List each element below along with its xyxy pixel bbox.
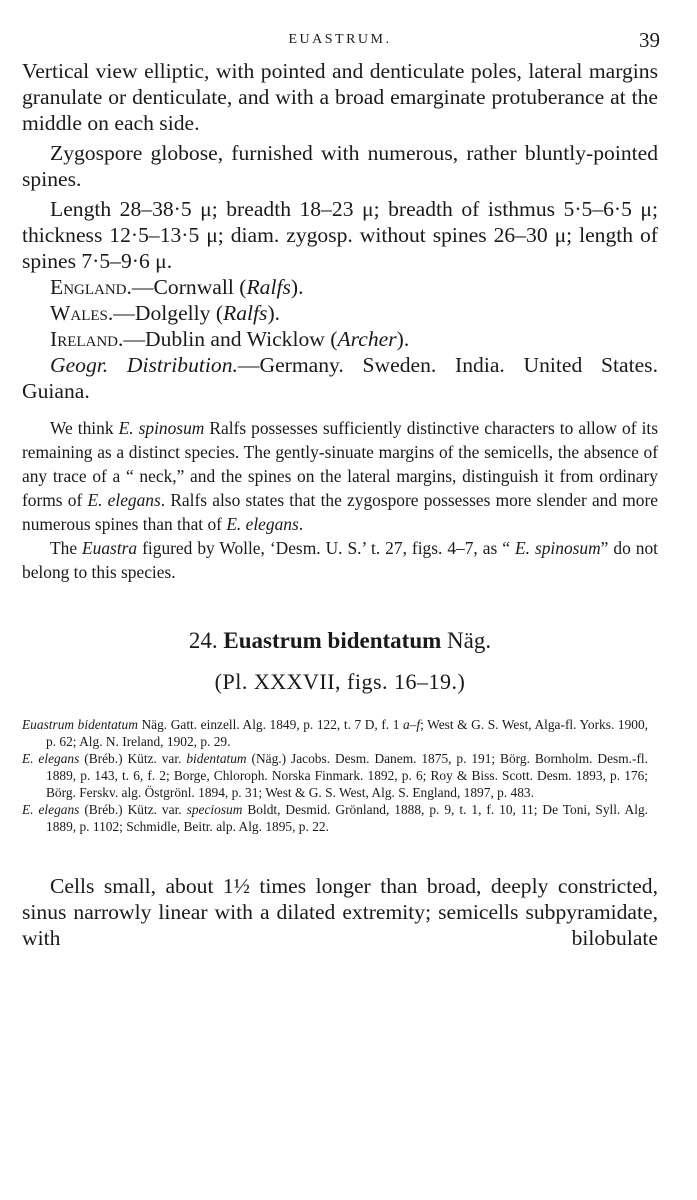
locality-authority: Ralfs [246,275,291,299]
locality-wales [22,300,658,326]
citation-text: (Bréb.) Kütz. var. [79,751,187,766]
citation-text: ; West & G. S. West, Alga-fl. Yorks. 1900, p. 62; Alg. N. Ireland, 1902, p. 29. [46,717,648,749]
discussion-paragraph-2 [22,536,658,584]
genus-name: Euastra [82,538,138,558]
locality-end: ). [267,301,281,325]
synonym-name: E. elegans [22,751,80,766]
citation-text: Näg. Gatt. einzell. Alg. 1849, p. 122, t. 7 D, f. 1 [137,717,403,732]
discussion-paragraph-1 [22,416,658,536]
locality-label: Ireland. [50,327,124,351]
running-head [22,0,658,58]
citation-text: Boldt, Desmid. Grönland, 1888, p. 9, t. 1, f. 10, 11; De Toni, Syll. Alg. 1889, p. 1102; Schmidle, Beitr. alp. Alg. 1895, p. 22. [46,802,648,834]
text-run: ” do not belong to this species. [22,538,659,582]
citation-text: (Bréb.) Kütz. var. [79,802,187,817]
distribution-label: Geogr. Distribution. [50,353,238,377]
page-number: 39 [639,28,660,52]
locality-end: ). [396,327,410,351]
cells-description: Cells small, about 1½ times longer than broad, deeply constricted, sinus narrowly linear with a dilated extremity; semicells subpyramidate, with bilobulate [22,874,658,950]
text-run: . [298,514,304,534]
locality-text: —Dolgelly ( [113,301,224,325]
species-heading [22,626,658,656]
running-title: EUASTRUM. [288,32,392,47]
synonymy-list [22,716,658,835]
species-authority: Näg. [447,628,492,653]
plate-reference: (Pl. XXXVII, figs. 16–19.) [214,669,466,694]
locality-ireland [22,326,658,352]
locality-authority: Ralfs [223,301,268,325]
species-number: 24. [188,628,218,653]
zygospore-paragraph: Zygospore globose, furnished with numerous, rather bluntly-pointed spines. [22,141,658,191]
synonymy-entry [22,750,648,801]
text-run: Ralfs possesses sufficiently distinctive characters to allow of its remaining as a distinct species. The gently-sinuate margins of the semicells, the absence of any trace of a “ neck,” and the spines on the lateral margins, distinguish it from ordinary forms of [22,418,659,510]
species-name: E. elegans [87,490,161,510]
locality-authority: Archer [337,327,397,351]
species-name: E. spinosum [118,418,205,438]
vertical-view-paragraph: Vertical view elliptic, with pointed and denticulate poles, lateral margins granulate or denticulate, and with a broad emarginate protuberance at the middle on each side. [22,59,658,135]
text-run: We think [50,418,119,438]
text-run: The [50,538,83,558]
locality-england [22,274,658,300]
page [22,0,658,951]
synonym-name: E. elegans [22,802,80,817]
locality-label: Wales. [50,301,114,325]
species-name: Euastrum bidentatum [223,628,442,653]
species-name: E. elegans [226,514,299,534]
dimensions-paragraph: Length 28–38·5 μ; breadth 18–23 μ; breadth of isthmus 5·5–6·5 μ; thickness 12·5–13·5 μ; diam. zygosp. without spines 26–30 μ; length of spines 7·5–9·6 μ. [22,197,658,273]
locality-text: —Dublin and Wicklow ( [123,327,338,351]
locality-label: England. [50,275,132,299]
text-run: figured by Wolle, ‘Desm. U. S.’ t. 27, figs. 4–7, as “ [137,538,515,558]
variety-name: bidentatum [186,751,247,766]
synonymy-entry [22,801,648,835]
locality-text: —Cornwall ( [131,275,247,299]
distribution-text: —Germany. Sweden. India. United States. Guiana. [22,353,658,403]
synonymy-entry [22,716,648,750]
locality-end: ). [290,275,304,299]
text-run: . Ralfs also states that the zygospore possesses more slender and more numerous spines than that of [22,490,658,534]
geographic-distribution [22,352,658,404]
citation-text: (Näg.) Jacobs. Desm. Danem. 1875, p. 191; Börg. Bornholm. Desm.-fl. 1889, p. 143, t. 6, f. 2; Borge, Chloroph. Norska Finmark. 1892, p. 6; Roy & Biss. Scott. Desm. 1893, p. 176; Börg. Ferskv. alg. Östgrönl. 1894, p. 31; West & G. S. West, Alg. S. England, 1897, p. 483. [46,751,648,800]
figure-letters: a–f [402,717,421,732]
variety-name: speciosum [186,802,243,817]
synonym-name: Euastrum bidentatum [22,717,138,732]
species-name: E. spinosum [514,538,601,558]
